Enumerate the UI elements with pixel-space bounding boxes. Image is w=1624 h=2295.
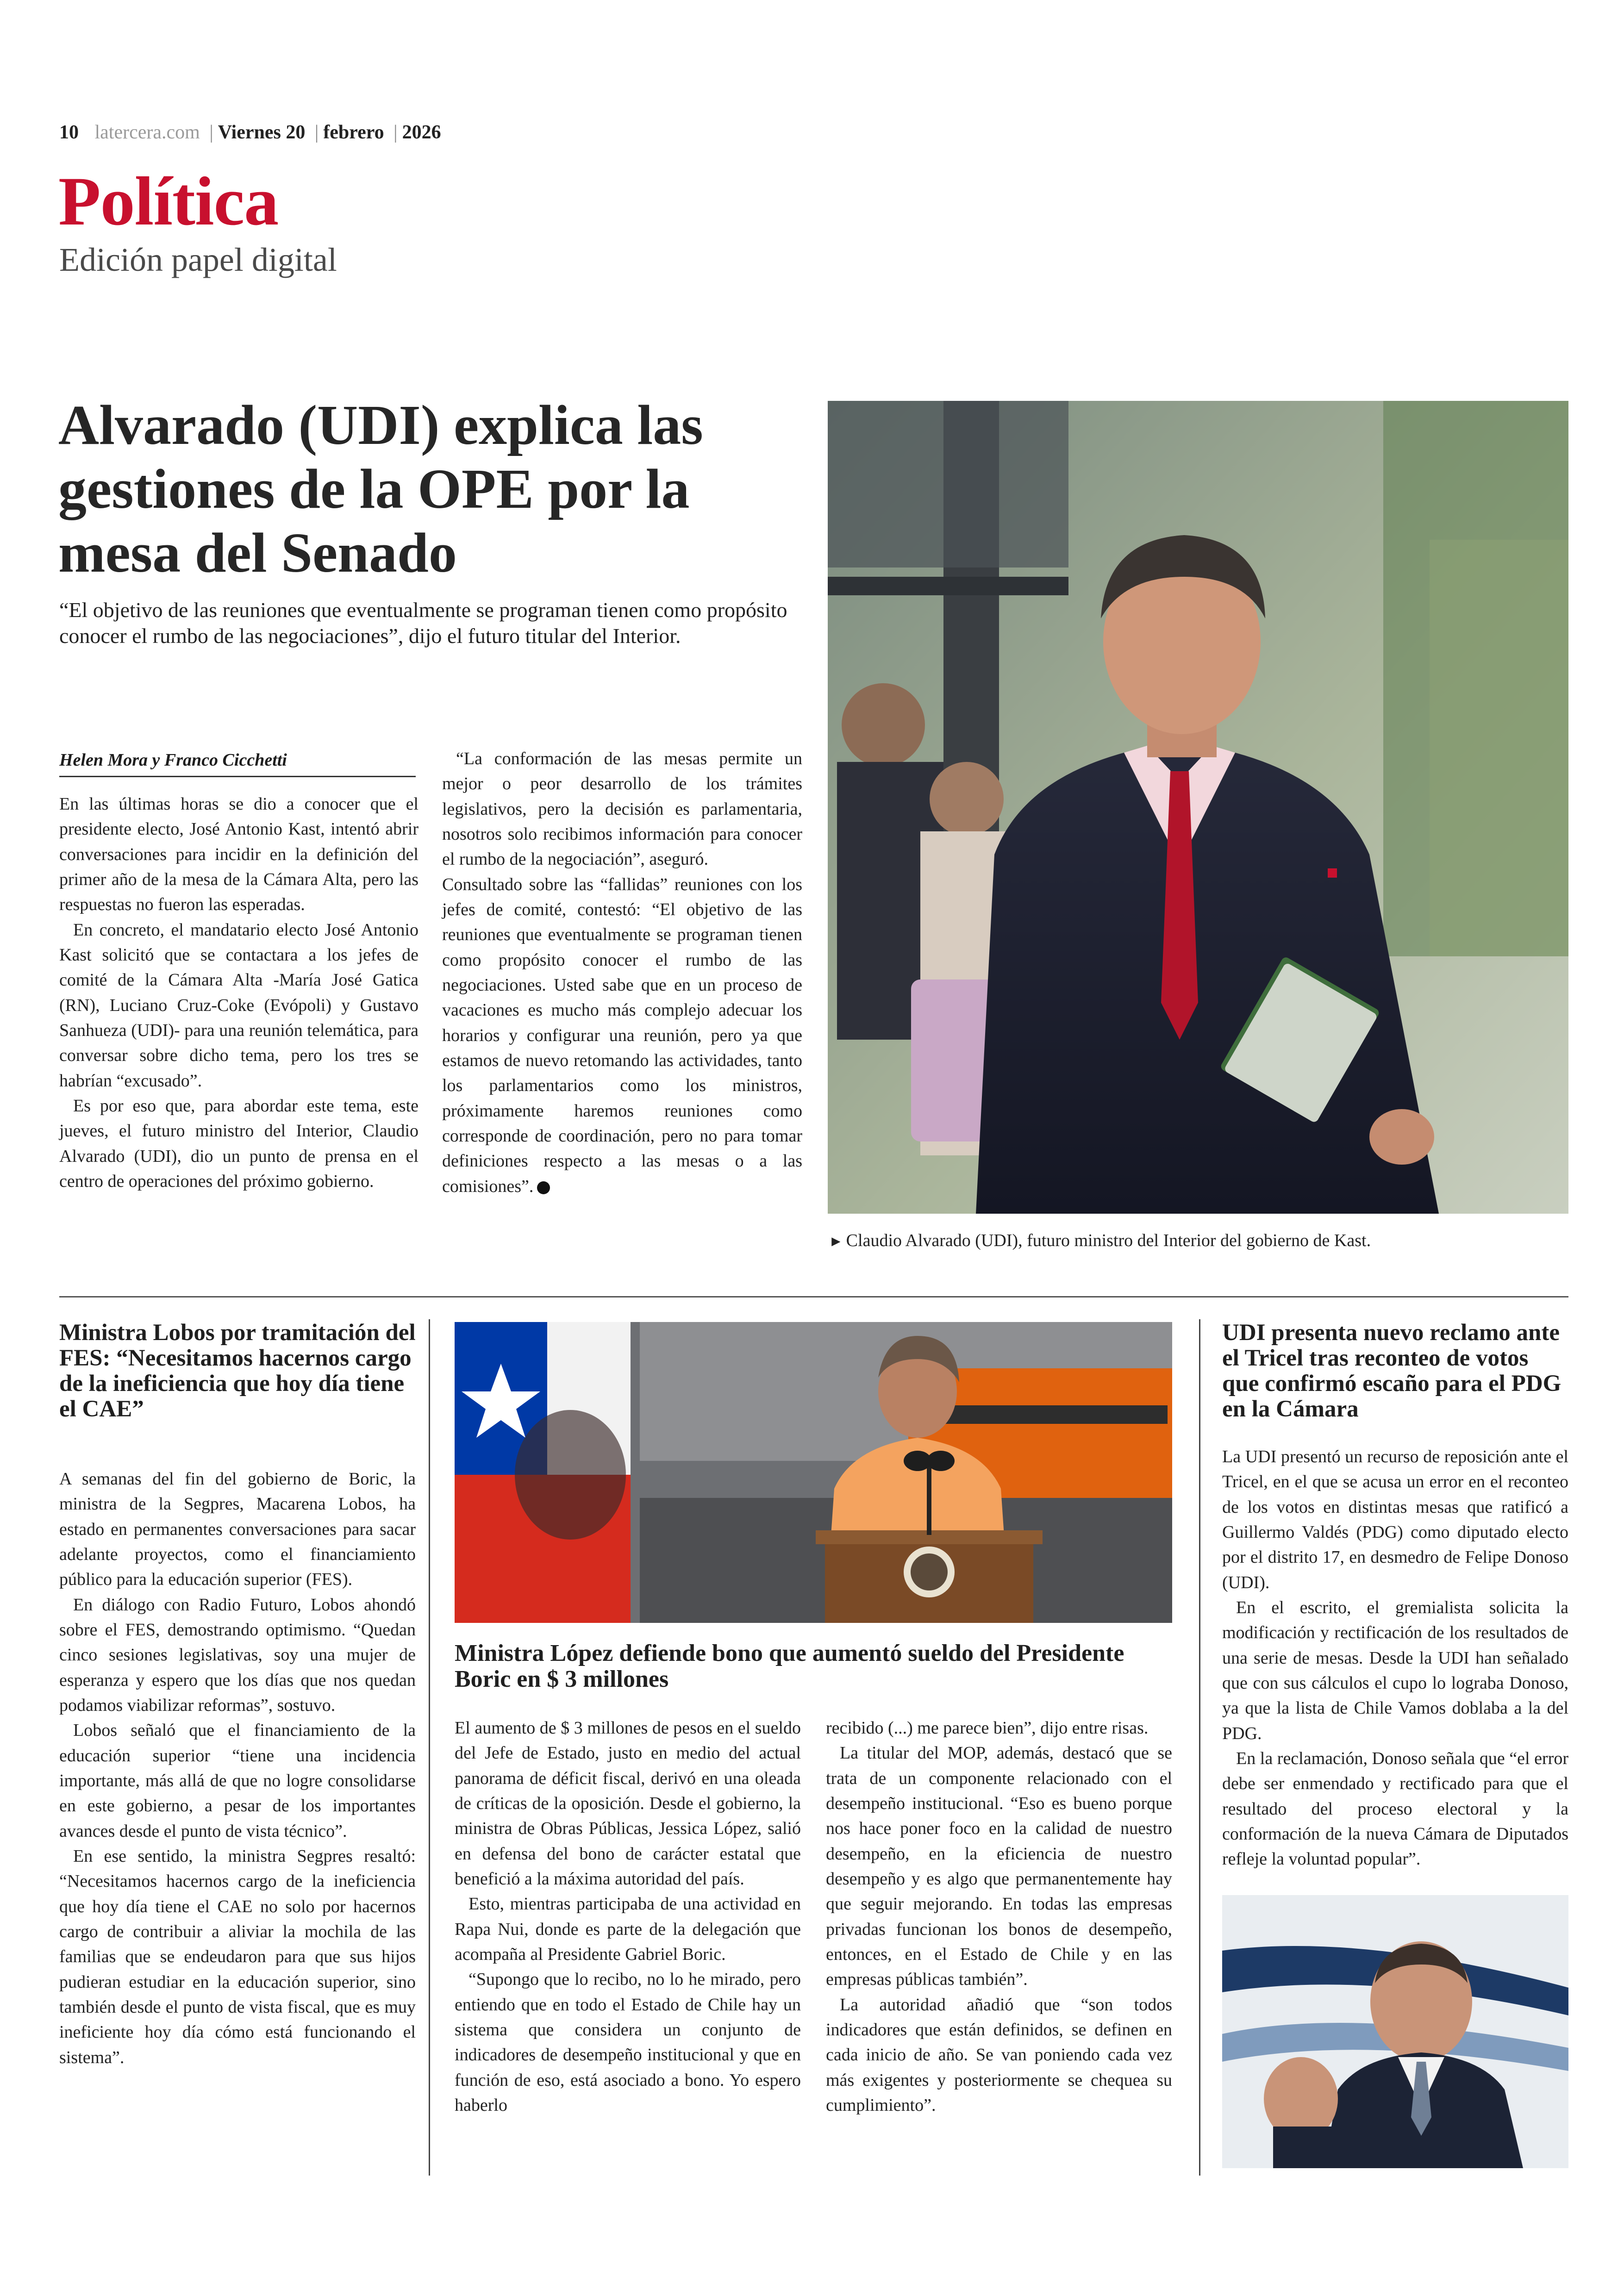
paragraph: Consultado sobre las “fallidas” reuniones con los jefes de comité, contestó: “El objetivo de las reuniones que eventualmente se programan tienen como propósito conocer el rumbo de las negociaciones. Usted sabe que en un proceso de vacaciones es mucho más complejo adecuar los horarios y configurar una reunión, pero ya que estamos de nuevo retomando las actividades, tanto los parlamentarios como los ministros, próximamente haremos reuniones como corresponde de coordinación, pero no para tomar definiciones respecto a las mesas o a las comisiones”. xyxy=(442,874,802,1196)
right-story-body xyxy=(1222,1444,1568,1872)
main-deck: “El objetivo de las reuniones que eventualmente se programan tienen como propósito conocer el rumbo de las negociaciones”, dijo el futuro titular del Interior. xyxy=(59,598,787,648)
page-number: 10 xyxy=(59,122,79,143)
paragraph: Es por eso que, para abordar este tema, este jueves, el futuro ministro del Interior, Claudio Alvarado (UDI), dio un punto de prensa en el centro de operaciones del próximo gobierno. xyxy=(59,1096,418,1191)
lopez-photo-illustration xyxy=(455,1322,1172,1623)
date-year: 2026 xyxy=(402,122,441,143)
paragraph: En concreto, el mandatario electo José Antonio Kast solicitó que se contactara a los jefes de comité de la Cámara Alta -María José Gatica (RN), Luciano Cruz-Coke (Evópoli) y Gustavo Sanhueza (UDI)- para una reunión telemática, para conversar sobre dicho tema, pero los tres se habrían “excusado”. xyxy=(59,920,418,1091)
paragraph: “La conformación de las mesas permite un mejor o peor desarrollo de los trámites legislativos, pero la decisión es parlamentaria, nosotros solo recibimos información para conocer el rumbo de la negociación”, aseguró. xyxy=(442,749,802,869)
section-title: Política xyxy=(58,163,279,240)
page-folio: 10 latercera.com | Viernes 20 | febrero | 2026 xyxy=(59,122,441,143)
caption-text: Claudio Alvarado (UDI), futuro ministro del Interior del gobierno de Kast. xyxy=(846,1231,1371,1250)
paragraph: “Supongo que lo recibo, no lo he mirado, pero entiendo que en todo el Estado de Chile hay un sistema que considera un conjunto de indicadores de desempeño institucional y que en función de eso, está asociado a bono. Yo espero haberlo xyxy=(455,1970,801,2115)
edition-label: Edición papel digital xyxy=(59,241,337,278)
site-name[interactable]: latercera.com xyxy=(94,122,200,143)
date-month: febrero xyxy=(323,122,384,143)
paragraph: Lobos señaló que el financiamiento de la educación superior “tiene una incidencia importante, más allá de que no logre consolidarse en este gobierno, a pesar de los importantes avances desde el punto de vista técnico”. xyxy=(59,1721,416,1841)
main-column-2 xyxy=(442,746,802,1199)
left-story-headline: Ministra Lobos por tramitación del FES: “Necesitamos hacernos cargo de la ineficiencia que hoy día tiene el CAE” xyxy=(59,1320,416,1422)
end-mark-icon xyxy=(537,1181,550,1194)
date-day: Viernes 20 xyxy=(218,122,306,143)
paragraph: La UDI presentó un recurso de reposición ante el Tricel, en el que se acusa un error en el reconteo de los votos en distintas mesas que ratificó a Guillermo Valdés (PDG) como diputado electo por el distrito 17, en desmedro de Felipe Donoso (UDI). xyxy=(1222,1447,1568,1592)
column-rule-left xyxy=(429,1319,430,2176)
main-column-1 xyxy=(59,792,418,1194)
main-photo xyxy=(828,401,1568,1214)
alvarado-photo-illustration xyxy=(828,401,1568,1214)
donoso-photo xyxy=(1222,1895,1568,2168)
paragraph: A semanas del fin del gobierno de Boric, la ministra de la Segpres, Macarena Lobos, ha estado en permanentes conversaciones para sacar adelante proyectos, como el financiamiento público para la educación superior (FES). xyxy=(59,1469,416,1590)
column-rule-right xyxy=(1199,1319,1200,2176)
main-photo-caption xyxy=(829,1230,1569,1251)
paragraph: El aumento de $ 3 millones de pesos en el sueldo del Jefe de Estado, justo en medio del actual panorama de déficit fiscal, derivó en una oleada de críticas de la oposición. Desde el gobierno, la ministra de Obras Públicas, Jessica López, salió en defensa del bono de carácter estatal que benefició a la máxima autoridad del país. xyxy=(455,1718,801,1889)
paragraph: En ese sentido, la ministra Segpres resaltó: “Necesitamos hacernos cargo de la ineficiencia que hoy día tiene el CAE no solo por hacernos cargo de contribuir a aliviar la mochila de las familias que se endeudaron para que sus hijos pudieran estudiar en la educación superior, sino también desde el punto de vista fiscal, que es muy ineficiente hoy día cómo está funcionando el sistema”. xyxy=(59,1846,416,2067)
section-divider xyxy=(59,1296,1568,1297)
paragraph: En las últimas horas se dio a conocer que el presidente electo, José Antonio Kast, intentó abrir conversaciones para incidir en la definición del primer año de la mesa de la Cámara Alta, pero las respuestas no fueron las esperadas. xyxy=(59,794,418,915)
paragraph: Esto, mientras participaba de una actividad en Rapa Nui, donde es parte de la delegación que acompaña al Presidente Gabriel Boric. xyxy=(455,1894,801,1964)
paragraph: La autoridad añadió que “son todos indicadores que están definidos, se definen en cada inicio de año. Se van poniendo cada vez más exigentes y posteriormente se chequea su cumplimiento”. xyxy=(826,1995,1172,2115)
middle-story-headline: Ministra López defiende bono que aumentó sueldo del Presidente Boric en $ 3 millones xyxy=(455,1640,1124,1693)
paragraph: En diálogo con Radio Futuro, Lobos ahondó sobre el FES, demostrando optimismo. “Quedan cinco sesiones legislativas, soy una mujer de esperanza y espero que los días que nos quedan podamos viabilizar reformas”, sostuvo. xyxy=(59,1595,416,1715)
middle-story-column-2 xyxy=(826,1715,1172,2118)
donoso-photo-illustration xyxy=(1222,1895,1568,2168)
left-story-body xyxy=(59,1466,416,2070)
paragraph: recibido (...) me parece bien”, dijo entre risas. xyxy=(826,1718,1149,1738)
paragraph: La titular del MOP, además, destacó que se trata de un componente relacionado con el desempeño institucional. “Eso es bueno porque nos hace poner foco en la calidad de nuestro desempeño, en la eficiencia de nuestro desempeño y es algo que permanentemente hay que seguir mejorando. En todas las empresas privadas funcionan los bonos de desempeño, entonces, en el Estado de Chile y en las empresas públicas también”. xyxy=(826,1743,1172,1989)
right-story-headline: UDI presenta nuevo reclamo ante el Tricel tras reconteo de votos que confirmó escaño para el PDG en la Cámara xyxy=(1222,1320,1562,1422)
caption-arrow-icon: ► xyxy=(829,1233,843,1249)
main-headline: Alvarado (UDI) explica las gestiones de la OPE por la mesa del Senado xyxy=(58,394,703,584)
paragraph: En la reclamación, Donoso señala que “el error debe ser enmendado y rectificado para que el resultado del proceso electoral y la conformación de la nueva Cámara de Diputados refleje la voluntad popular”. xyxy=(1222,1748,1568,1869)
paragraph: En el escrito, el gremialista solicita la modificación y rectificación de los resultados de una serie de mesas. Desde la UDI han señalado que con sus cálculos el cupo lo lograba Donoso, ya que la lista de Chile Vamos doblaba a la del PDG. xyxy=(1222,1597,1568,1743)
lopez-photo xyxy=(455,1322,1172,1623)
middle-story-column-1 xyxy=(455,1715,801,2118)
byline: Helen Mora y Franco Cicchetti xyxy=(59,750,416,777)
